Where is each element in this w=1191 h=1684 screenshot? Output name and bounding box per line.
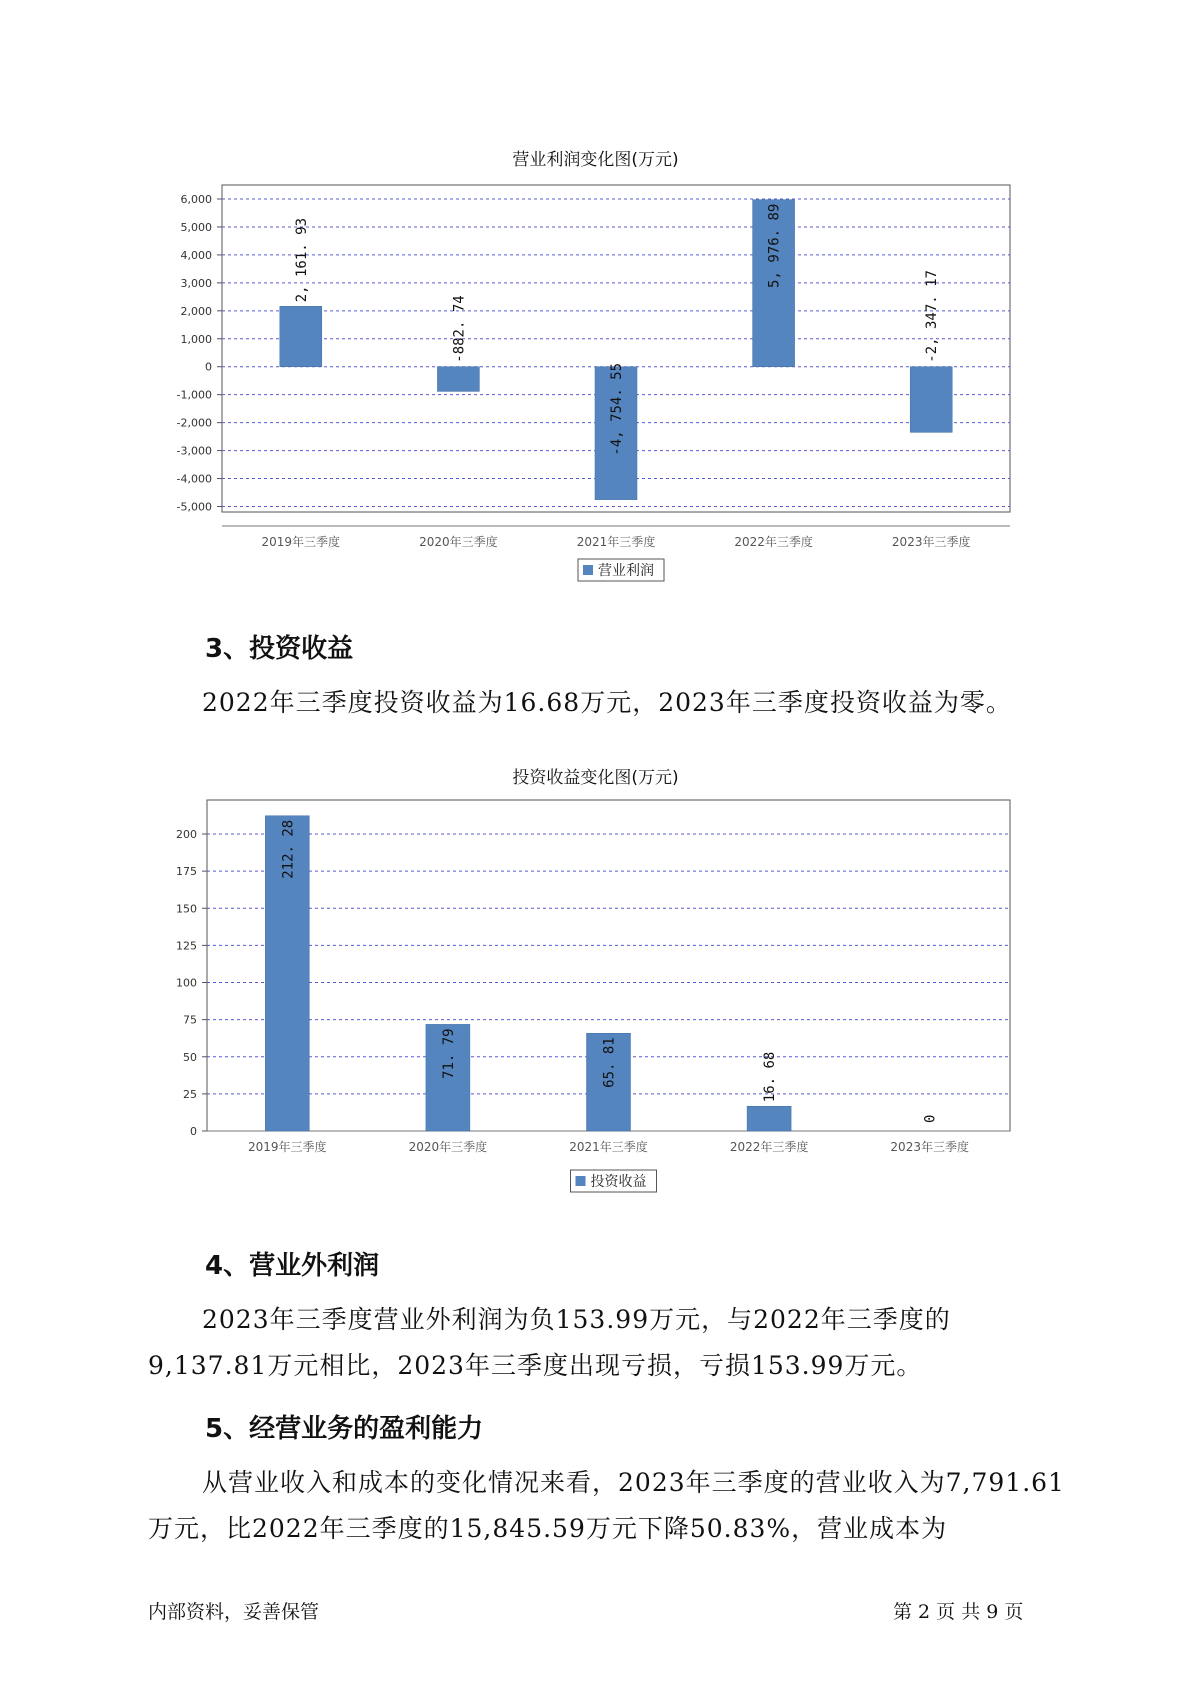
y-tick-label: 200 (176, 828, 197, 841)
legend-swatch (583, 565, 593, 575)
section-4-text: 2023年三季度营业外利润为负153.99万元，与2022年三季度的9,137.81万元相比，2023年三季度出现亏损，亏损153.99万元。 (148, 1305, 951, 1380)
y-tick-label: -5,000 (176, 500, 212, 514)
x-tick-label: 2022年三季度 (729, 1140, 809, 1154)
x-tick-label: 2019年三季度 (261, 535, 341, 549)
legend-label: 投资收益 (590, 1174, 647, 1190)
bar-value-label: 2, 161. 93 (293, 217, 310, 303)
x-tick-label: 2023年三季度 (891, 535, 971, 549)
y-tick-label: 150 (176, 902, 197, 916)
y-tick-label: 75 (183, 1013, 197, 1027)
bar-value-label: -882. 74 (451, 295, 468, 363)
y-tick-label: -1,000 (176, 388, 212, 402)
y-tick-label: 25 (183, 1087, 197, 1101)
bar (280, 306, 322, 366)
section-4-heading: 4、营业外利润 (205, 1251, 380, 1281)
y-tick-label: 4,000 (180, 248, 212, 262)
x-tick-label: 2021年三季度 (569, 1140, 648, 1154)
chart-title-investment-income: 投资收益变化图(万元) (512, 768, 679, 788)
bar-value-label: 5, 976. 89 (766, 203, 783, 288)
y-tick-label: 100 (176, 976, 197, 990)
bar-value-label: 71. 79 (440, 1028, 457, 1079)
x-tick-label: 2020年三季度 (408, 1140, 488, 1154)
bar (437, 367, 479, 392)
y-tick-label: 50 (183, 1050, 197, 1064)
chart-title-operating-profit: 营业利润变化图(万元) (512, 150, 679, 170)
y-tick-label: 1,000 (180, 332, 212, 346)
legend (571, 1170, 657, 1192)
x-tick-label: 2020年三季度 (419, 535, 498, 549)
section-5-heading: 5、经营业务的盈利能力 (205, 1414, 484, 1444)
y-tick-label: 125 (176, 939, 197, 953)
y-tick-label: 175 (176, 865, 197, 879)
bar-value-label: -4, 754. 55 (609, 362, 625, 456)
y-tick-label: 3,000 (180, 276, 212, 290)
y-tick-label: -3,000 (176, 444, 212, 458)
y-tick-label: 2,000 (180, 304, 212, 318)
x-tick-label: 2023年三季度 (890, 1140, 969, 1154)
section-3-heading: 3、投资收益 (205, 634, 354, 664)
section-3-text: 2022年三季度投资收益为16.68万元，2023年三季度投资收益为零。 (202, 688, 1012, 717)
bar-value-label: 16. 68 (762, 1051, 779, 1103)
footer-confidential-note: 内部资料，妥善保管 (148, 1601, 320, 1623)
section-5-text: 从营业收入和成本的变化情况来看，2023年三季度的营业收入为7,791.61万元，比2022年三季度的15,845.59万元下降50.83%，营业成本为 (148, 1468, 1065, 1543)
footer-page-number: 第 2 页 共 9 页 (893, 1601, 1024, 1623)
bar-value-label: 0 (922, 1114, 939, 1123)
x-tick-label: 2021年三季度 (576, 535, 656, 549)
bar-value-label: 65. 81 (601, 1037, 618, 1088)
y-tick-label: -4,000 (176, 472, 212, 486)
x-tick-label: 2022年三季度 (734, 535, 813, 549)
legend-label: 营业利润 (598, 563, 654, 579)
x-tick-label: 2019年三季度 (248, 1140, 327, 1154)
legend (578, 559, 664, 581)
y-tick-label: 0 (205, 360, 212, 374)
y-tick-label: 6,000 (180, 193, 212, 206)
y-tick-label: 5,000 (180, 220, 212, 234)
bar-value-label: 212. 28 (280, 819, 297, 879)
bar-value-label: -2, 347. 17 (924, 270, 941, 363)
bar (910, 367, 952, 433)
y-tick-label: -2,000 (176, 416, 212, 430)
legend-swatch (576, 1176, 586, 1186)
investment-income-chart (0, 795, 1191, 1205)
operating-profit-chart (0, 180, 1191, 590)
bar (747, 1106, 791, 1131)
y-tick-label: 0 (190, 1125, 197, 1138)
